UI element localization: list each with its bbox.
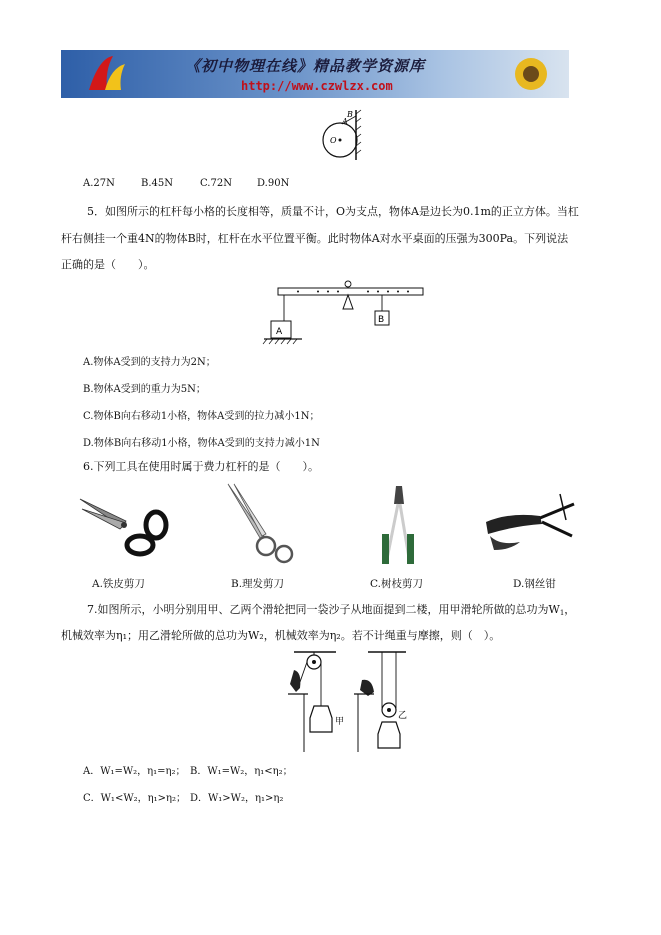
q4-option-c: C.72N [200, 178, 232, 189]
q5-option-d: D.物体B向右移动1小格，物体A受到的支持力减小1N [83, 438, 320, 449]
q5-stem-line1: 5．如图所示的杠杆每小格的长度相等，质量不计，O为支点，物体A是边长为0.1m的正立方体。当杠 [87, 205, 579, 218]
q7-option-d: D．W₁>W₂，η₁>η₂ [190, 793, 284, 804]
q7-stem-line1: 7.如图所示，小明分别用甲、乙两个滑轮把同一袋沙子从地面提到二楼，用甲滑轮所做的总功为$W_1$， [87, 603, 576, 617]
q6-caption-b: B.理发剪刀 [231, 578, 285, 590]
q7-option-a: A．W₁=W₂，η₁=η₂； [83, 766, 186, 777]
branch-shears-icon [372, 482, 427, 570]
pulley-figure [278, 648, 418, 756]
pulley-label-jia: 甲 [335, 717, 345, 727]
wheel-wall-figure [318, 106, 364, 162]
pulley-label-yi: 乙 [398, 711, 408, 721]
q6-caption-d: D.钢丝钳 [513, 578, 556, 590]
q5-stem-line2: 杆右侧挂一个重4N的物体B时，杠杆在水平位置平衡。此时物体A对水平桌面的压强为300Pa。下列说法 [61, 232, 569, 245]
q5-stem-line3: 正确的是（ ）。 [61, 258, 155, 271]
q7-option-c: C．W₁<W₂，η₁>η₂； [83, 793, 186, 804]
hair-scissors-icon [220, 480, 295, 565]
q7-stem-line2: 机械效率为η₁；用乙滑轮所做的总功为W₂，机械效率为η₂。若不计绳重与摩擦，则（ ）。 [61, 629, 501, 642]
q6-stem: 6.下列工具在使用时属于费力杠杆的是（ ）。 [83, 460, 319, 473]
wire-pliers-icon [480, 490, 580, 560]
q7-option-b: B．W₁=W₂，η₁<η₂； [190, 766, 293, 777]
tin-snips-icon [76, 487, 171, 562]
label-o: O [330, 136, 337, 145]
banner-title: 《初中物理在线》精品教学资源库 [185, 57, 426, 75]
q5-option-a: A.物体A受到的支持力为2N； [83, 357, 216, 368]
q6-caption-c: C.树枝剪刀 [370, 578, 423, 590]
q4-option-a: A.27N [83, 178, 115, 189]
lever-figure [262, 278, 427, 350]
q4-option-b: B.45N [141, 178, 174, 189]
q6-caption-a: A.铁皮剪刀 [92, 578, 145, 590]
banner-url[interactable]: http://www.czwlzx.com [241, 79, 393, 93]
lever-label-b: B [378, 315, 385, 325]
q5-option-b: B.物体A受到的重力为5N； [83, 384, 206, 395]
label-b: B [347, 110, 353, 119]
label-a: A [342, 117, 348, 126]
q4-option-d: D.90N [257, 178, 290, 189]
q5-option-c: C.物体B向右移动1小格，物体A受到的拉力减小1N； [83, 411, 320, 422]
lever-label-a: A [276, 327, 283, 337]
header-banner [61, 50, 569, 98]
